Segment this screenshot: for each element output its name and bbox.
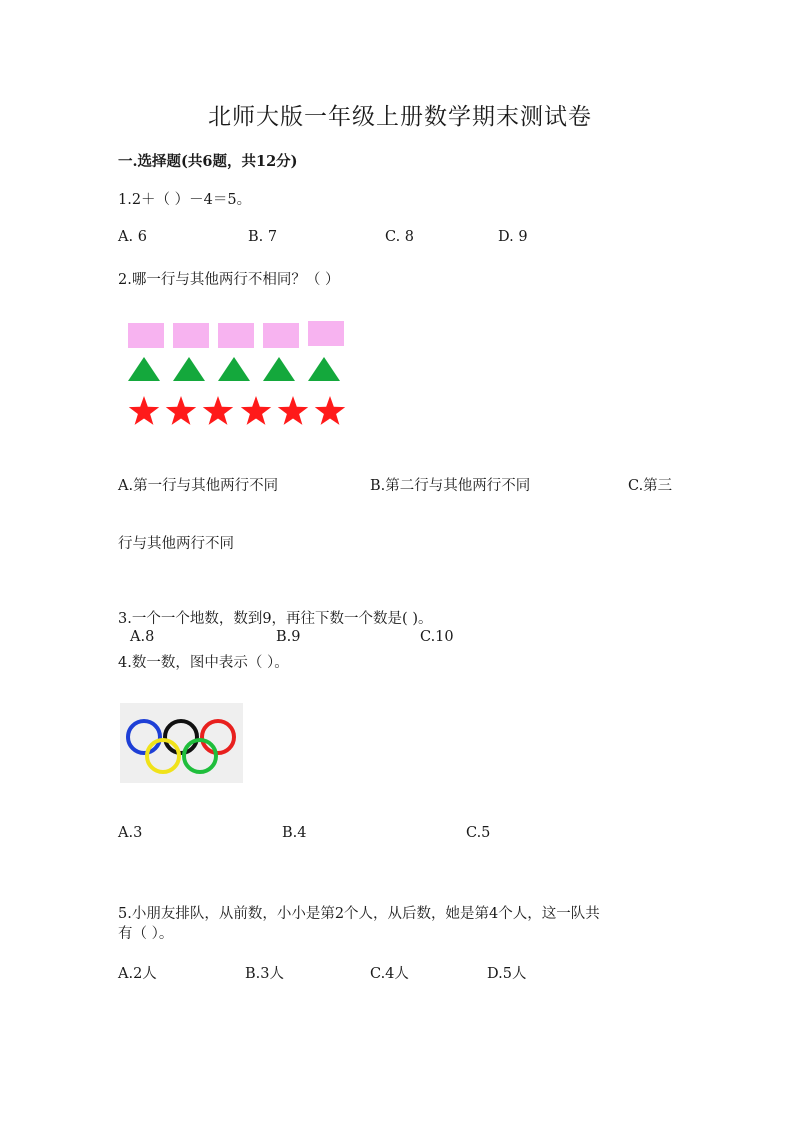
q3-option-b: B.9 bbox=[276, 629, 301, 645]
q3-option-c: C.10 bbox=[420, 629, 454, 645]
pink-rectangle bbox=[218, 323, 254, 348]
q2-option-a: A.第一行与其他两行不同 bbox=[118, 478, 279, 494]
q5-option-b: B.3人 bbox=[245, 966, 284, 982]
red-star bbox=[278, 396, 308, 425]
red-star bbox=[241, 396, 271, 425]
q2-option-b: B.第二行与其他两行不同 bbox=[370, 478, 531, 494]
pink-rectangle bbox=[308, 321, 344, 346]
red-star bbox=[315, 396, 345, 425]
green-triangle bbox=[128, 357, 160, 381]
question-4-stem: 4.数一数，图中表示（ ）。 bbox=[118, 655, 289, 671]
green-triangle bbox=[263, 357, 295, 381]
q1-option-c: C. 8 bbox=[385, 229, 415, 245]
green-triangle bbox=[308, 357, 340, 381]
section-heading-choice: 一.选择题(共6题，共12分) bbox=[118, 153, 298, 170]
page-title: 北师大版一年级上册数学期末测试卷 bbox=[208, 104, 592, 130]
red-star bbox=[166, 396, 196, 425]
q1-option-b: B. 7 bbox=[248, 229, 278, 245]
row-triangles bbox=[128, 357, 340, 381]
pink-rectangle bbox=[263, 323, 299, 348]
q2-shapes-figure bbox=[120, 315, 350, 433]
q5-option-a: A.2人 bbox=[118, 966, 157, 982]
q5-option-c: C.4人 bbox=[370, 966, 409, 982]
red-star bbox=[129, 396, 159, 425]
pink-rectangle bbox=[173, 323, 209, 348]
q1-option-a: A. 6 bbox=[118, 229, 147, 245]
red-star bbox=[203, 396, 233, 425]
q2-option-c: C.第三 bbox=[628, 478, 673, 494]
question-5-stem-line1: 5.小朋友排队，从前数，小小是第2个人，从后数，她是第4个人，这一队共 bbox=[118, 906, 600, 922]
q4-option-c: C.5 bbox=[466, 825, 491, 841]
green-triangle bbox=[218, 357, 250, 381]
question-2-stem: 2.哪一行与其他两行不相同？（ ） bbox=[118, 272, 340, 288]
green-triangle bbox=[173, 357, 205, 381]
row-stars bbox=[129, 396, 345, 425]
question-1-stem: 1.2＋（ ）－4＝5。 bbox=[118, 192, 252, 208]
q4-olympic-rings-figure bbox=[120, 703, 243, 783]
row-rectangles bbox=[128, 321, 344, 348]
pink-rectangle bbox=[128, 323, 164, 348]
q4-option-a: A.3 bbox=[118, 825, 143, 841]
q3-option-a: A.8 bbox=[130, 629, 155, 645]
question-5-stem-line2: 有（ ）。 bbox=[118, 926, 174, 942]
question-3-stem: 3.一个一个地数，数到9，再往下数一个数是( )。 bbox=[118, 611, 433, 627]
q1-option-d: D. 9 bbox=[498, 229, 528, 245]
q4-option-b: B.4 bbox=[282, 825, 307, 841]
q5-option-d: D.5人 bbox=[487, 966, 527, 982]
q2-option-c-continued: 行与其他两行不同 bbox=[118, 536, 234, 552]
